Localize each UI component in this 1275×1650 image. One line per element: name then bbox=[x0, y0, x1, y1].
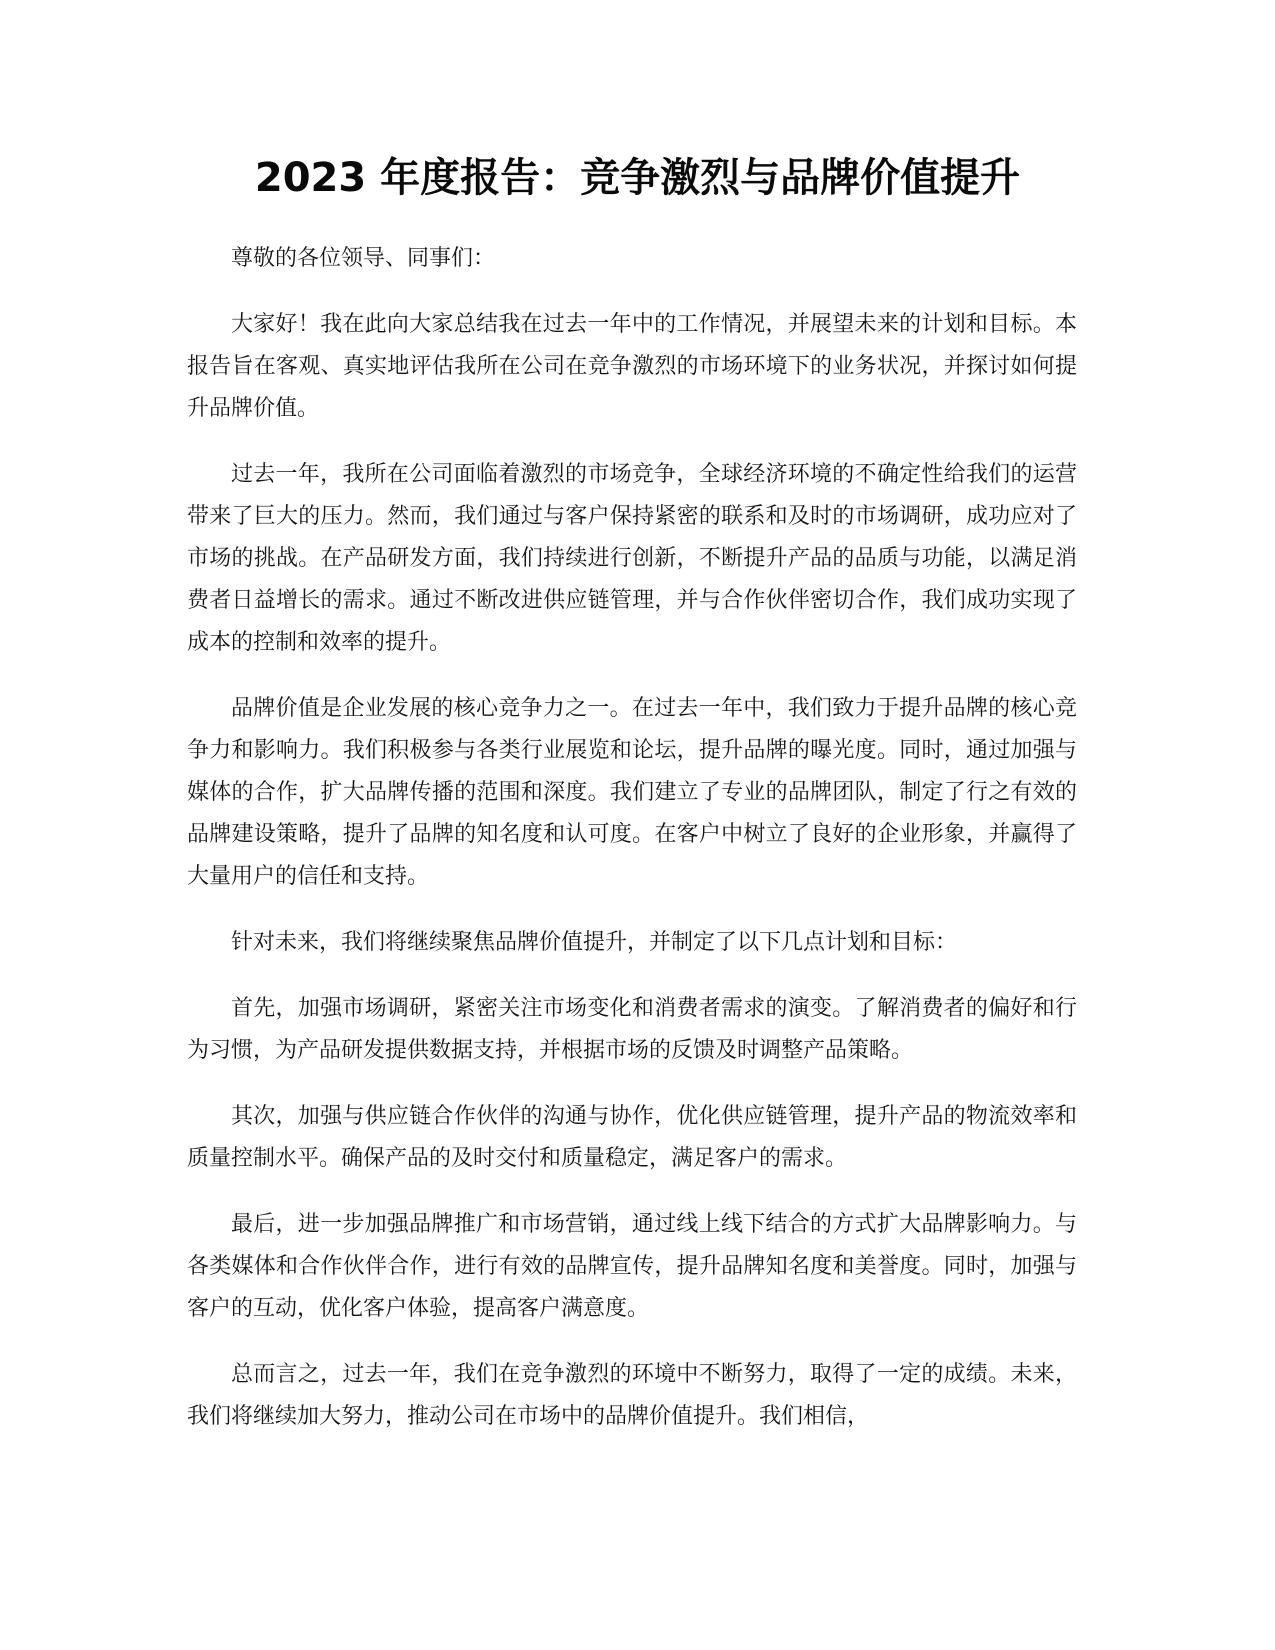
paragraph-final-plan: 最后，进一步加强品牌推广和市场营销，通过线上线下结合的方式扩大品牌影响力。与各类媒体和合作伙伴合作，进行有效的品牌宣传，提升品牌知名度和美誉度。同时，加强与客户的互动，优化客户体验，提高客户满意度。 bbox=[187, 1212, 1077, 1321]
document-title: 2023 年度报告：竞争激烈与品牌价值提升 bbox=[254, 155, 1021, 201]
paragraph-brand-value: 品牌价值是企业发展的核心竞争力之一。在过去一年中，我们致力于提升品牌的核心竞争力和影响力。我们积极参与各类行业展览和论坛，提升品牌的曝光度。同时，通过加强与媒体的合作，扩大品牌传播的范围和深度。我们建立了专业的品牌团队，制定了行之有效的品牌建设策略，提升了品牌的知名度和认可度。在客户中树立了良好的企业形象，并赢得了大量用户的信任和支持。 bbox=[187, 696, 1077, 889]
paragraph-future-plans: 针对未来，我们将继续聚焦品牌价值提升，并制定了以下几点计划和目标： bbox=[231, 930, 958, 955]
document-body bbox=[187, 238, 1077, 1462]
paragraph-past-year: 过去一年，我所在公司面临着激烈的市场竞争，全球经济环境的不确定性给我们的运营带来了巨大的压力。然而，我们通过与客户保持紧密的联系和及时的市场调研，成功应对了市场的挑战。在产品研发方面，我们持续进行创新，不断提升产品的品质与功能，以满足消费者日益增长的需求。通过不断改进供应链管理，并与合作伙伴密切合作，我们成功实现了成本的控制和效率的提升。 bbox=[187, 462, 1077, 655]
paragraph-conclusion: 总而言之，过去一年，我们在竞争激烈的环境中不断努力，取得了一定的成绩。未来，我们将继续加大努力，推动公司在市场中的品牌价值提升。我们相信， bbox=[187, 1362, 1077, 1429]
paragraph-second-plan: 其次，加强与供应链合作伙伴的沟通与协作，优化供应链管理，提升产品的物流效率和质量控制水平。确保产品的及时交付和质量稳定，满足客户的需求。 bbox=[187, 1104, 1077, 1171]
paragraph-introduction: 大家好！我在此向大家总结我在过去一年中的工作情况，并展望未来的计划和目标。本报告旨在客观、真实地评估我所在公司在竞争激烈的市场环境下的业务状况，并探讨如何提升品牌价值。 bbox=[187, 312, 1077, 421]
paragraph-salutation: 尊敬的各位领导、同事们： bbox=[231, 246, 496, 271]
paragraph-first-plan: 首先，加强市场调研，紧密关注市场变化和消费者需求的演变。了解消费者的偏好和行为习惯，为产品研发提供数据支持，并根据市场的反馈及时调整产品策略。 bbox=[187, 996, 1077, 1063]
